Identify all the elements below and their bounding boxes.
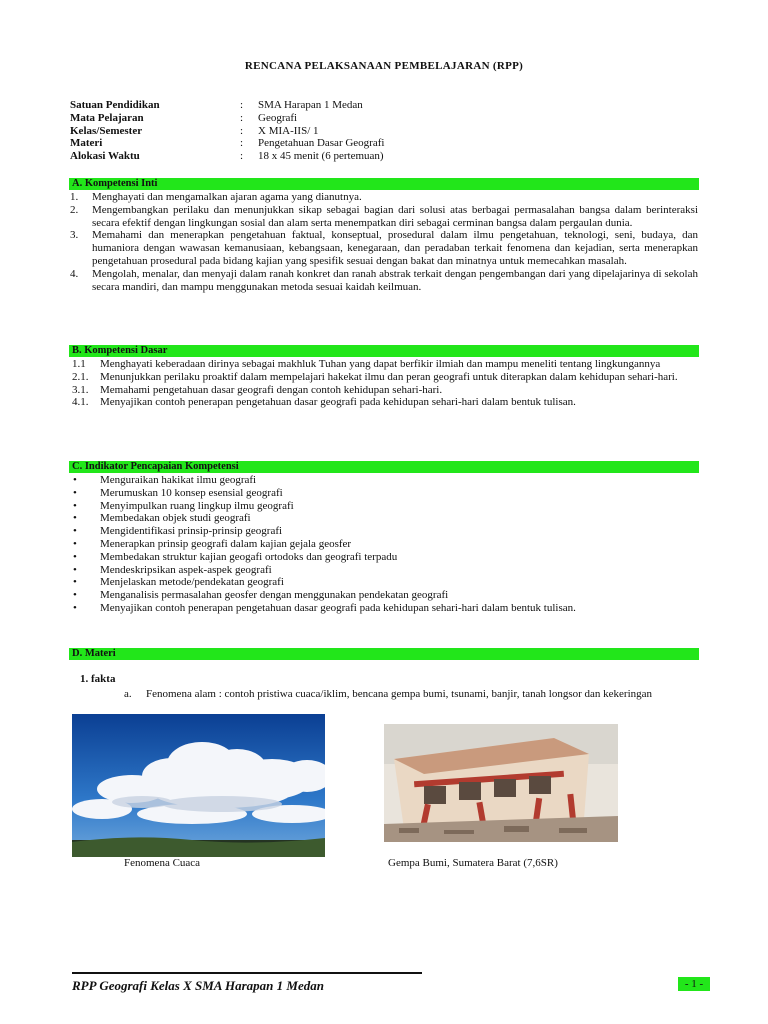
list-item bbox=[72, 358, 698, 371]
item-number: 1. bbox=[70, 191, 79, 203]
meta-key: Satuan Pendidikan bbox=[70, 99, 160, 111]
identity-table bbox=[70, 99, 710, 163]
item-text: Menunjukkan perilaku proaktif dalam mempelajari hakekat ilmu dan peran geografi untuk diterapkan dalam kehidupan sehari-hari. bbox=[100, 370, 678, 383]
item-text: Menguraikan hakikat ilmu geografi bbox=[100, 474, 257, 486]
item-text: Mengidentifikasi prinsip-prinsip geografi bbox=[100, 525, 283, 538]
footer-text: RPP Geografi Kelas X SMA Harapan 1 Medan bbox=[72, 978, 324, 993]
list-item bbox=[72, 396, 698, 409]
item-text: Menganalisis permasalahan geosfer dengan menggunakan pendekatan geografi bbox=[100, 589, 449, 602]
item-text: Membedakan objek studi geografi bbox=[100, 512, 251, 525]
meta-colon: : bbox=[240, 99, 244, 111]
item-text: Menerapkan prinsip geografi dalam kajian gejala geosfer bbox=[100, 537, 352, 550]
section-header-materi: D. Materi bbox=[69, 648, 699, 660]
kompetensi-dasar-list bbox=[72, 358, 698, 409]
meta-key: Kelas/Semester bbox=[70, 124, 143, 137]
meta-colon: : bbox=[240, 124, 244, 137]
meta-colon: : bbox=[240, 111, 244, 124]
fakta-item-a bbox=[124, 687, 684, 701]
page-number: - 1 - bbox=[678, 977, 710, 991]
meta-key: Alokasi Waktu bbox=[70, 150, 140, 163]
caption-fenomena-cuaca: Fenomena Cuaca bbox=[124, 857, 201, 869]
list-item bbox=[70, 268, 698, 294]
bullet-item bbox=[70, 551, 698, 564]
item-text: Mengolah, menalar, dan menyaji dalam ranah konkret dan ranah abstrak terkait dengan pengembangan dari yang dipelajarinya di sekolah secara mandiri, dan mampu menggunakan metoda sesuai kaidah keilmuan. bbox=[92, 267, 698, 293]
item-text: Menghayati keberadaan dirinya sebagai makhluk Tuhan yang dapat berfikir ilmiah dan mampu meneliti tentang lingkungannya bbox=[100, 358, 661, 370]
bullet-item bbox=[70, 500, 698, 513]
meta-colon: : bbox=[240, 137, 244, 150]
bullet-icon: • bbox=[73, 576, 77, 589]
bullet-icon: • bbox=[73, 601, 77, 614]
list-item bbox=[70, 191, 698, 204]
cloud-sky-photo bbox=[72, 714, 325, 857]
item-number: 3. bbox=[70, 229, 79, 242]
item-text: Menyajikan contoh penerapan pengetahuan dasar geografi pada kehidupan sehari-hari dalam bentuk tulisan. bbox=[100, 601, 576, 614]
meta-value: X MIA-IIS/ 1 bbox=[258, 124, 319, 137]
item-text: Menyimpulkan ruang lingkup ilmu geografi bbox=[100, 499, 294, 512]
item-text: Merumuskan 10 konsep esensial geografi bbox=[100, 486, 283, 499]
item-number: 2. bbox=[70, 203, 79, 216]
item-number: 4. bbox=[70, 267, 79, 280]
indikator-list bbox=[70, 474, 698, 615]
meta-row bbox=[70, 125, 710, 138]
bullet-icon: • bbox=[73, 512, 77, 525]
section-header-indikator: C. Indikator Pencapaian Kompetensi bbox=[69, 461, 699, 473]
item-text: Membedakan struktur kajian geogafi ortodoks dan geografi terpadu bbox=[100, 550, 398, 563]
fakta-heading: 1. fakta bbox=[80, 673, 116, 685]
section-header-kompetensi-dasar: B. Kompetensi Dasar bbox=[69, 345, 699, 357]
bullet-item bbox=[70, 538, 698, 551]
caption-gempa-bumi: Gempa Bumi, Sumatera Barat (7,6SR) bbox=[388, 857, 558, 869]
item-number: 1.1 bbox=[72, 358, 86, 370]
meta-value: SMA Harapan 1 Medan bbox=[258, 99, 363, 111]
meta-value: Pengetahuan Dasar Geografi bbox=[258, 137, 385, 150]
bullet-item bbox=[70, 589, 698, 602]
meta-row bbox=[70, 99, 710, 112]
meta-row bbox=[70, 150, 710, 163]
item-text: Menjelaskan metode/pendekatan geografi bbox=[100, 576, 284, 589]
bullet-icon: • bbox=[73, 537, 77, 550]
bullet-icon: • bbox=[73, 589, 77, 602]
item-text: Memahami pengetahuan dasar geografi dengan contoh kehidupan sehari-hari. bbox=[100, 383, 443, 396]
item-text: Memahami dan menerapkan pengetahuan faktual, konseptual, prosedural dalam ilmu pengetahuan, teknologi, seni, budaya, dan humaniora dengan wawasan kemanusiaan, kebangsaan, kenegaraan, dan peradaban terkait fenomena dan kejadian, serta menerapkan pengetahuan prosedural pada bidang kajian yang spesifik sesuai dengan bakat dan minatnya untuk memecahkan masalah. bbox=[92, 229, 698, 267]
bullet-item bbox=[70, 602, 698, 615]
collapsed-building-photo bbox=[384, 724, 618, 842]
item-text: Mendeskripsikan aspek-aspek geografi bbox=[100, 563, 272, 576]
meta-colon: : bbox=[240, 150, 244, 163]
bullet-icon: • bbox=[73, 499, 77, 512]
item-text: Fenomena alam : contoh pristiwa cuaca/iklim, bencana gempa bumi, tsunami, banjir, tanah longsor dan kekeringan bbox=[146, 688, 653, 700]
item-text: Mengembangkan perilaku dan menunjukkan sikap sebagai bagian dari solusi atas berbagai permasalahan bangsa dalam berinteraksi secara efektif dengan lingkungan sosial dan alam serta menempatkan diri sebagai cerminan bangsa dalam pergaulan dunia. bbox=[92, 203, 698, 229]
meta-value: 18 x 45 menit (6 pertemuan) bbox=[258, 150, 384, 163]
meta-key: Mata Pelajaran bbox=[70, 111, 144, 124]
list-item bbox=[72, 384, 698, 397]
item-text: Menyajikan contoh penerapan pengetahuan dasar geografi pada kehidupan sehari-hari dalam bentuk tulisan. bbox=[100, 396, 576, 409]
meta-row bbox=[70, 112, 710, 125]
bullet-icon: • bbox=[73, 486, 77, 499]
list-item bbox=[72, 371, 698, 384]
bullet-item bbox=[70, 525, 698, 538]
document-title: RENCANA PELAKSANAAN PEMBELAJARAN (RPP) bbox=[244, 60, 524, 72]
bullet-icon: • bbox=[73, 550, 77, 563]
bullet-item bbox=[70, 576, 698, 589]
meta-row bbox=[70, 137, 710, 150]
bullet-icon: • bbox=[73, 525, 77, 538]
item-number: 3.1. bbox=[72, 383, 89, 396]
bullet-item bbox=[70, 512, 698, 525]
list-item bbox=[70, 204, 698, 230]
kompetensi-inti-list bbox=[70, 191, 698, 293]
bullet-icon: • bbox=[73, 474, 77, 486]
footer-rule bbox=[72, 972, 422, 974]
meta-value: Geografi bbox=[258, 111, 298, 124]
bullet-item bbox=[70, 487, 698, 500]
item-letter: a. bbox=[124, 688, 132, 700]
list-item bbox=[70, 229, 698, 267]
bullet-item bbox=[70, 564, 698, 577]
bullet-icon: • bbox=[73, 563, 77, 576]
item-text: Menghayati dan mengamalkan ajaran agama yang dianutnya. bbox=[92, 191, 362, 203]
section-header-kompetensi-inti: A. Kompetensi Inti bbox=[69, 178, 699, 190]
meta-key: Materi bbox=[70, 137, 103, 150]
item-number: 4.1. bbox=[72, 396, 89, 409]
item-number: 2.1. bbox=[72, 370, 89, 383]
bullet-item bbox=[70, 474, 698, 487]
